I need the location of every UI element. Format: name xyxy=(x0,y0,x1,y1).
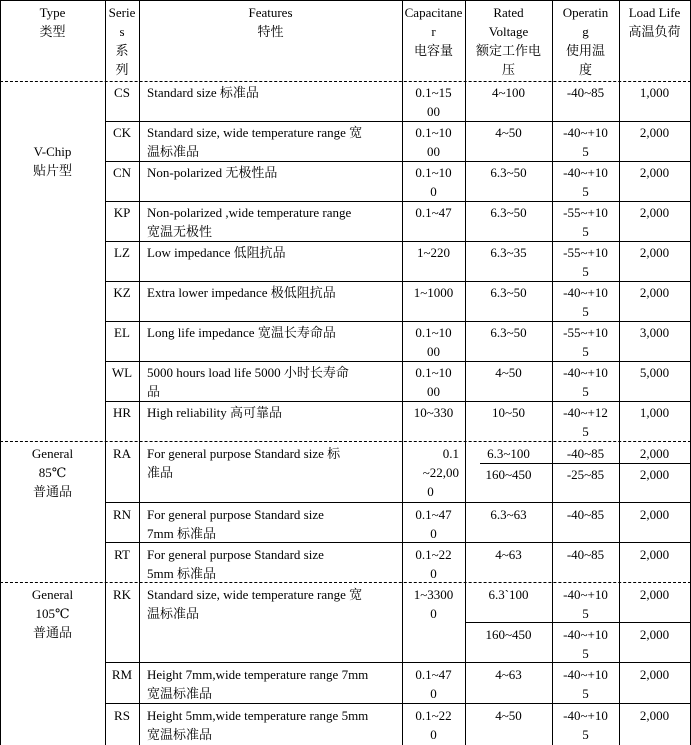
feature-text: High reliability 高可靠品 xyxy=(147,405,283,420)
series-code: KP xyxy=(113,205,131,220)
series-code: RK xyxy=(112,587,132,602)
load-life-value: 2,000 xyxy=(639,627,670,642)
header-temperature: Operatin g 使用温 度 xyxy=(562,5,609,77)
load-life-value: 3,000 xyxy=(639,325,670,340)
load-life-value: 2,000 xyxy=(639,165,670,180)
feature-text: Non-polarized ,wide temperature range 宽温无极性 xyxy=(147,205,352,239)
temperature-value: -55~+10 5 xyxy=(563,205,608,239)
group-divider xyxy=(0,441,691,442)
load-life-value: 5,000 xyxy=(639,365,670,380)
series-code: CN xyxy=(112,165,132,180)
capacitance-value: 1~3300 0 xyxy=(413,587,454,621)
temperature-value: -55~+10 5 xyxy=(563,245,608,279)
row-divider xyxy=(105,161,691,162)
series-code: RA xyxy=(112,446,132,461)
feature-text: Low impedance 低阻抗品 xyxy=(147,245,286,260)
header-divider xyxy=(0,81,691,82)
capacitance-value: 1~220 xyxy=(416,245,451,260)
series-code: EL xyxy=(114,325,130,340)
row-divider xyxy=(105,241,691,242)
voltage-value: 4~50 xyxy=(495,708,522,723)
row-divider xyxy=(105,401,691,402)
header-load-life: Load Life 高温负荷 xyxy=(628,5,681,39)
header-capacitance: Capacitane r 电容量 xyxy=(404,5,463,58)
capacitance-value: 10~330 xyxy=(413,405,454,420)
load-life-value: 2,000 xyxy=(639,125,670,140)
header-voltage: Rated Voltage 额定工作电 压 xyxy=(475,5,541,77)
temperature-value: -40~+10 5 xyxy=(563,165,608,199)
row-divider xyxy=(105,281,691,282)
temperature-value: -40~85 xyxy=(566,547,605,562)
series-code: LZ xyxy=(114,245,130,260)
group-v-chip: V-Chip 贴片型 xyxy=(32,144,72,178)
series-code: RM xyxy=(111,667,133,682)
temperature-value: -40~85 xyxy=(566,85,605,100)
feature-text: Standard size, wide temperature range 宽 温标准品 xyxy=(147,125,363,159)
header-type: Type 类型 xyxy=(39,5,66,39)
row-divider xyxy=(105,361,691,362)
load-life-value: 2,000 xyxy=(639,547,670,562)
voltage-value: 160~450 xyxy=(485,627,532,642)
voltage-value: 6.3~35 xyxy=(490,245,527,260)
load-life-value: 1,000 xyxy=(639,405,670,420)
capacitance-value: 0.1~47 xyxy=(415,205,452,220)
load-life-value: 2,000 xyxy=(639,507,670,522)
temperature-value: -40~+10 5 xyxy=(563,667,608,701)
group-general-105: General 105℃ 普通品 xyxy=(31,587,74,640)
voltage-value: 4~63 xyxy=(495,667,522,682)
capacitance-value: 0.1~10 00 xyxy=(415,365,452,399)
capacitance-value: 0.1~10 00 xyxy=(415,325,452,359)
feature-text: Extra lower impedance 极低阻抗品 xyxy=(147,285,336,300)
feature-text: For general purpose Standard size 标 准品 xyxy=(147,446,341,480)
group-general-85: General 85℃ 普通品 xyxy=(31,446,74,499)
feature-text: Standard size, wide temperature range 宽 温标准品 xyxy=(147,587,363,621)
temperature-value: -40~+10 5 xyxy=(563,627,608,661)
row-divider xyxy=(105,201,691,202)
feature-text: Height 7mm,wide temperature range 7mm 宽温标准品 xyxy=(147,667,369,701)
feature-text: For general purpose Standard size 7mm 标准品 xyxy=(147,507,324,541)
row-divider xyxy=(105,321,691,322)
capacitance-value: 0.1 ~22,00 0 xyxy=(422,446,459,499)
load-life-value: 2,000 xyxy=(639,446,670,461)
row-divider xyxy=(105,502,691,503)
temperature-value: -40~+10 5 xyxy=(563,125,608,159)
feature-text: Height 5mm,wide temperature range 5mm 宽温标准品 xyxy=(147,708,369,742)
voltage-value: 6.3~63 xyxy=(490,507,527,522)
temperature-value: -40~+10 5 xyxy=(563,708,608,742)
capacitance-value: 0.1~10 00 xyxy=(415,125,452,159)
series-code: WL xyxy=(111,365,133,380)
voltage-value: 4~63 xyxy=(495,547,522,562)
series-code: RT xyxy=(114,547,130,562)
feature-text: Standard size 标准品 xyxy=(147,85,259,100)
temperature-value: -40~+10 5 xyxy=(563,587,608,621)
voltage-value: 4~50 xyxy=(495,125,522,140)
voltage-value: 6.3`100 xyxy=(488,587,529,602)
capacitance-value: 0.1~22 0 xyxy=(415,708,452,742)
feature-text: Non-polarized 无极性品 xyxy=(147,165,278,180)
voltage-value: 6.3~50 xyxy=(490,205,527,220)
load-life-value: 2,000 xyxy=(639,467,670,482)
voltage-value: 6.3~50 xyxy=(490,165,527,180)
temperature-value: -55~+10 5 xyxy=(563,325,608,359)
capacitance-value: 0.1~15 00 xyxy=(415,85,452,119)
voltage-value: 10~50 xyxy=(491,405,526,420)
header-features: Features 特性 xyxy=(248,5,293,39)
row-divider xyxy=(105,703,691,704)
voltage-value: 160~450 xyxy=(485,467,532,482)
row-divider xyxy=(105,121,691,122)
voltage-value: 6.3~50 xyxy=(490,325,527,340)
capacitance-value: 0.1~22 0 xyxy=(415,547,452,581)
temperature-value: -40~+12 5 xyxy=(563,405,608,439)
col-border xyxy=(139,0,140,745)
temperature-value: -25~85 xyxy=(566,467,605,482)
series-code: RN xyxy=(112,507,132,522)
load-life-value: 2,000 xyxy=(639,667,670,682)
capacitance-value: 0.1~47 0 xyxy=(415,507,452,541)
series-code: CK xyxy=(112,125,132,140)
load-life-value: 2,000 xyxy=(639,587,670,602)
capacitance-value: 0.1~10 0 xyxy=(415,165,452,199)
feature-text: 5000 hours load life 5000 小时长寿命 品 xyxy=(147,365,349,399)
temperature-value: -40~+10 5 xyxy=(563,285,608,319)
load-life-value: 2,000 xyxy=(639,245,670,260)
capacitance-value: 1~1000 xyxy=(413,285,454,300)
voltage-value: 4~100 xyxy=(491,85,526,100)
feature-text: For general purpose Standard size 5mm 标准品 xyxy=(147,547,324,581)
subrow-divider xyxy=(480,463,691,464)
series-code: CS xyxy=(114,85,130,100)
series-code: HR xyxy=(112,405,132,420)
voltage-value: 4~50 xyxy=(495,365,522,380)
series-code: KZ xyxy=(113,285,131,300)
voltage-value: 6.3~100 xyxy=(487,446,530,461)
load-life-value: 1,000 xyxy=(639,85,670,100)
series-code: RS xyxy=(114,708,130,723)
capacitance-value: 0.1~47 0 xyxy=(415,667,452,701)
temperature-value: -40~+10 5 xyxy=(563,365,608,399)
voltage-value: 6.3~50 xyxy=(490,285,527,300)
load-life-value: 2,000 xyxy=(639,205,670,220)
feature-text: Long life impedance 宽温长寿命品 xyxy=(147,325,336,340)
load-life-value: 2,000 xyxy=(639,285,670,300)
load-life-value: 2,000 xyxy=(639,708,670,723)
table-border-top xyxy=(0,0,691,1)
header-series: Serie s 系 列 xyxy=(108,5,136,77)
temperature-value: -40~85 xyxy=(566,446,605,461)
temperature-value: -40~85 xyxy=(566,507,605,522)
